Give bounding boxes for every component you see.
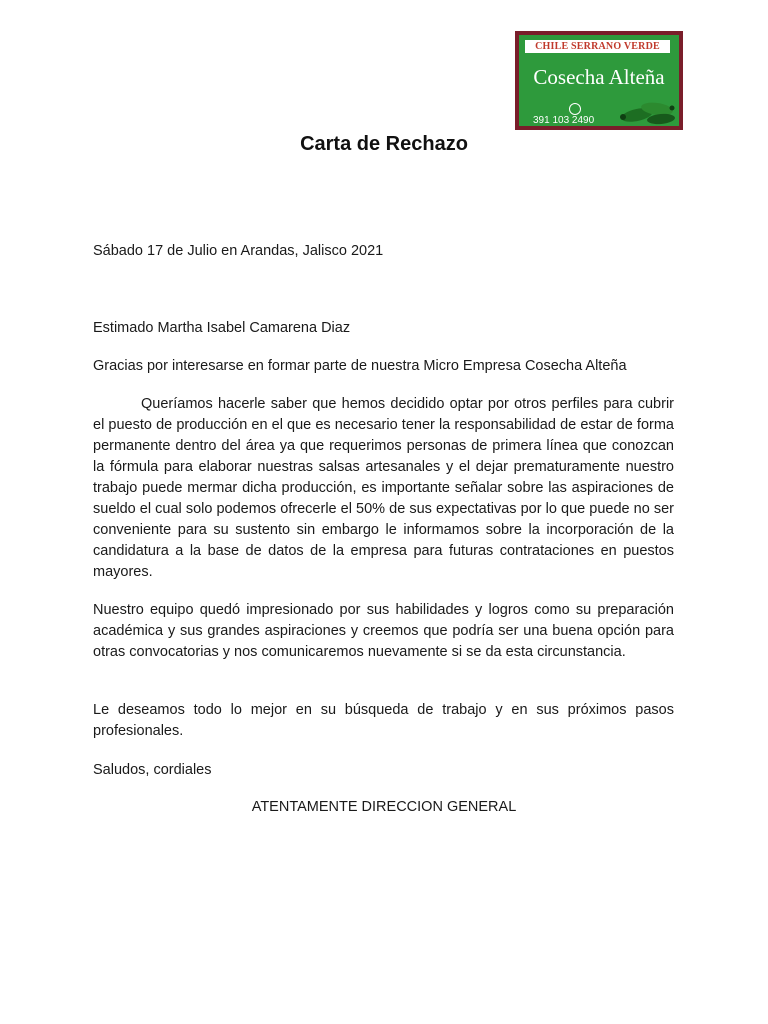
whatsapp-icon <box>569 103 581 115</box>
chili-peppers-icon <box>615 95 679 126</box>
date-line: Sábado 17 de Julio en Arandas, Jalisco 2021 <box>93 243 384 259</box>
logo-banner: CHILE SERRANO VERDE <box>525 40 670 53</box>
greeting: Estimado Martha Isabel Camarena Diaz <box>93 320 351 336</box>
intro-line: Gracias por interesarse en formar parte de nuestra Micro Empresa Cosecha Alteña <box>93 358 627 374</box>
paragraph-wishes: Le deseamos todo lo mejor en su búsqueda de trabajo y en sus próximos pasos profesionales. <box>93 702 674 739</box>
logo-phone-number: 391 103 2490 <box>533 115 595 126</box>
paragraph-decision: Queríamos hacerle saber que hemos decidido optar por otros perfiles para cubrir el puesto de producción en el que es necesario tener la responsabilidad de estar de forma permanente dentro del área ya que requerimos personas de primera línea que conozcan la fórmula para elaborar nuestras salsas artesanales y el dejar prematuramente nuestro trabajo puede mermar dicha producción, es importante señalar sobre las aspiraciones de sueldo el cual solo podemos ofrecerle el 50% de sus expectativas por lo que puede no ser conveniente para su sustento sin embargo le informamos sobre la incorporación de la candidatura a la base de datos de la empresa para futuras contrataciones en puestos mayores. <box>93 396 674 580</box>
logo-brand-name: Cosecha Alteña <box>533 65 665 89</box>
logo-background <box>519 35 679 126</box>
paragraph-impression: Nuestro equipo quedó impresionado por sus habilidades y logros como su preparación académica y sus grandes aspiraciones y creemos que podría ser una buena opción para otras convocatorias y nos comunicaremos nuevamente si se da esta circunstancia. <box>93 602 674 660</box>
signature-line: ATENTAMENTE DIRECCION GENERAL <box>251 799 517 815</box>
company-logo <box>515 31 683 130</box>
letter-title: Carta de Rechazo <box>300 133 468 155</box>
salutation: Saludos, cordiales <box>93 762 212 778</box>
